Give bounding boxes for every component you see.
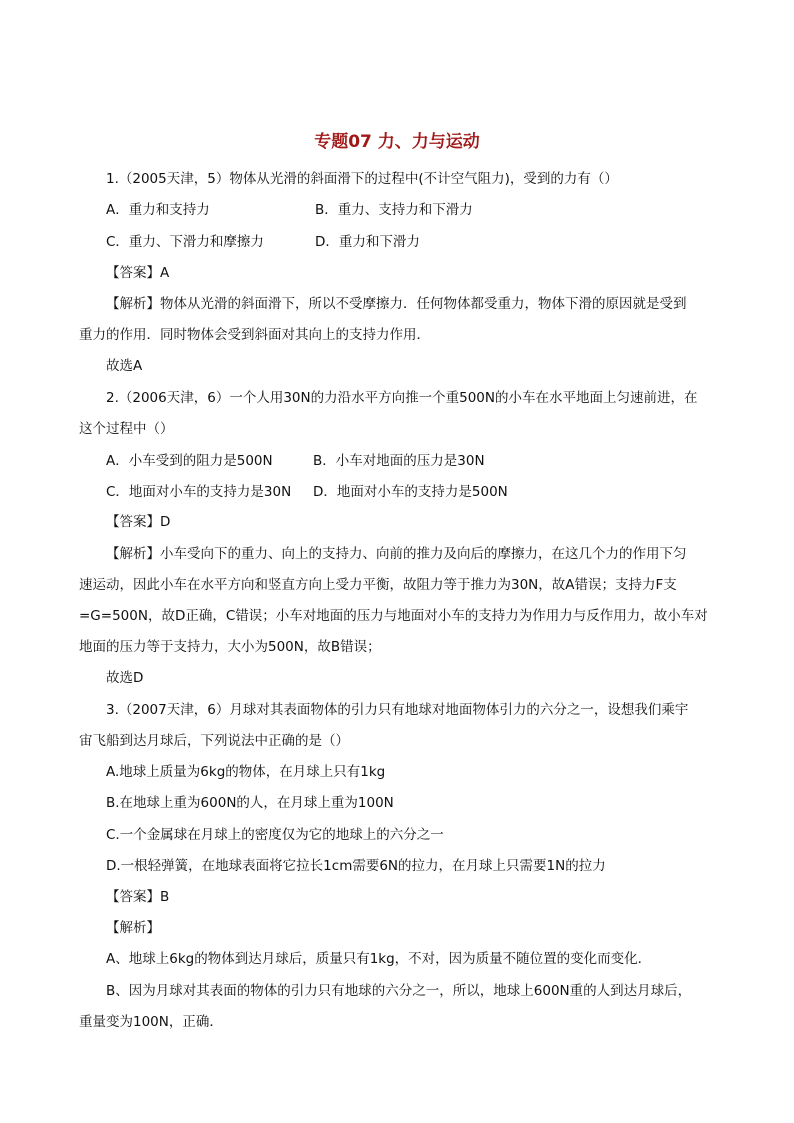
q3-stem-line-2: 宙飞船到达月球后，下列说法中正确的是（） <box>79 733 349 749</box>
q2-answer: 【答案】D <box>106 514 171 530</box>
page-title: 专题07 力、力与运动 <box>314 132 480 152</box>
q1-option-d: D．重力和下滑力 <box>315 234 420 250</box>
q2-option-d: D．地面对小车的支持力是500N <box>313 484 508 500</box>
q3-explanation-heading: 【解析】 <box>106 920 160 936</box>
q1-option-c: C．重力、下滑力和摩擦力 <box>106 234 264 250</box>
q3-option-d: D.一根轻弹簧，在地球表面将它拉长1cm需要6N的拉力，在月球上只需要1N的拉力 <box>106 858 606 874</box>
q1-choice: 故选A <box>106 358 143 374</box>
q1-explanation-line-2: 重力的作用．同时物体会受到斜面对其向上的支持力作用． <box>79 327 430 343</box>
q3-explanation-b-line-1: B、因为月球对其表面的物体的引力只有地球的六分之一，所以，地球上600N重的人到达月球后， <box>106 983 692 999</box>
q2-stem-line-1: 2.（2006天津，6）一个人用30N的力沿水平方向推一个重500N的小车在水平地面上匀速前进，在 <box>106 390 698 406</box>
q3-explanation-b-line-2: 重量变为100N，正确． <box>79 1014 223 1030</box>
q3-option-c: C.一个金属球在月球上的密度仅为它的地球上的六分之一 <box>106 827 444 843</box>
q2-choice: 故选D <box>106 670 144 686</box>
q2-explanation-line-4: 地面的压力等于支持力，大小为500N，故B错误； <box>79 639 381 655</box>
q2-stem-line-2: 这个过程中（） <box>79 421 174 437</box>
q2-option-a: A．小车受到的阻力是500N <box>106 453 273 469</box>
q2-option-c: C．地面对小车的支持力是30N <box>106 484 292 500</box>
q2-explanation-line-1: 【解析】小车受向下的重力、向上的支持力、向前的推力及向后的摩擦力，在这几个力的作用下匀 <box>106 546 687 562</box>
q2-option-b: B．小车对地面的压力是30N <box>313 453 485 469</box>
q2-explanation-line-2: 速运动，因此小车在水平方向和竖直方向上受力平衡，故阻力等于推力为30N，故A错误；支持力F支 <box>79 577 677 593</box>
q1-option-a: A．重力和支持力 <box>106 202 210 218</box>
q3-stem-line-1: 3.（2007天津，6）月球对其表面物体的引力只有地球对地面物体引力的六分之一，设想我们乘宇 <box>106 702 689 718</box>
q3-option-b: B.在地球上重为600N的人，在月球上重为100N <box>106 795 394 811</box>
q1-explanation-line-1: 【解析】物体从光滑的斜面滑下，所以不受摩擦力．任何物体都受重力，物体下滑的原因就是受到 <box>106 296 687 312</box>
q1-option-b: B．重力、支持力和下滑力 <box>315 202 473 218</box>
q3-answer: 【答案】B <box>106 889 170 905</box>
q1-stem: 1.（2005天津，5）物体从光滑的斜面滑下的过程中(不计空气阻力)，受到的力有（） <box>106 171 618 187</box>
q2-explanation-line-3: =G=500N，故D正确，C错误；小车对地面的压力与地面对小车的支持力为作用力与反作用力，故小车对 <box>79 608 708 624</box>
q3-option-a: A.地球上质量为6kg的物体，在月球上只有1kg <box>106 764 386 780</box>
q1-answer: 【答案】A <box>106 265 170 281</box>
q3-explanation-a: A、地球上6kg的物体到达月球后，质量只有1kg，不对，因为质量不随位置的变化而变化． <box>106 951 652 967</box>
